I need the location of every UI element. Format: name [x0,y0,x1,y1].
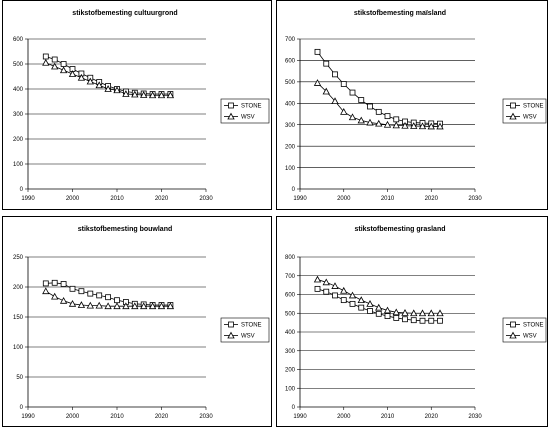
x-tick-label: 2020 [424,414,438,420]
data-point-stone [394,315,399,320]
data-point-stone [61,62,66,67]
y-tick-label: 0 [19,405,23,412]
legend-label-stone: STONE [523,103,544,110]
legend-marker-stone [229,103,234,108]
y-tick-label: 500 [12,62,23,69]
data-point-wsv [332,283,338,289]
data-point-stone [324,289,329,294]
y-tick-label: 300 [284,348,295,355]
data-point-wsv [376,305,382,311]
data-point-stone [43,281,48,286]
legend-label-stone: STONE [241,322,262,329]
x-tick-label: 2010 [380,196,395,202]
x-tick-label: 2000 [337,414,351,420]
x-tick-label: 1990 [293,414,307,420]
y-tick-label: 0 [19,187,23,194]
data-point-stone [70,286,75,291]
data-point-stone [315,286,320,291]
data-point-stone [350,301,355,306]
chart-title: stikstofbemesting bouwland [77,226,173,233]
data-point-wsv [385,307,391,313]
data-point-stone [359,305,364,310]
y-tick-label: 200 [284,144,295,151]
data-point-wsv [323,279,329,285]
chart-grasland [277,217,547,426]
y-tick-label: 400 [284,330,295,337]
legend-label-wsv: WSV [241,114,255,121]
data-point-stone [43,54,48,59]
legend-label-wsv: WSV [523,333,537,340]
y-tick-label: 200 [284,367,295,374]
data-point-stone [52,280,57,285]
x-tick-label: 1990 [293,196,307,202]
x-tick-label: 2010 [380,414,395,420]
x-tick-label: 2010 [110,196,124,202]
y-tick-label: 100 [284,386,295,393]
legend-label-wsv: WSV [241,333,255,340]
data-point-wsv [350,114,356,120]
data-point-wsv [52,294,58,300]
data-point-stone [385,114,390,119]
data-point-stone [61,282,66,287]
legend [503,318,546,342]
y-tick-label: 50 [16,375,23,382]
data-point-stone [420,318,425,323]
y-tick-label: 300 [284,122,295,129]
data-point-wsv [315,80,321,86]
legend-marker-stone [511,103,516,108]
y-tick-label: 0 [291,405,295,412]
data-point-stone [411,318,416,323]
y-tick-label: 800 [284,255,295,262]
data-point-stone [376,109,381,114]
y-tick-label: 100 [12,345,23,352]
data-point-stone [333,293,338,298]
data-point-wsv [61,298,67,304]
chart-panel-grasland [276,216,548,427]
legend [221,99,269,123]
data-point-stone [438,318,443,323]
data-point-stone [359,98,364,103]
x-tick-label: 2030 [468,414,482,420]
legend [503,99,546,123]
data-point-stone [368,104,373,109]
y-tick-label: 600 [12,37,23,44]
data-point-wsv [43,288,49,294]
data-point-wsv [52,64,58,70]
y-tick-label: 100 [284,165,295,172]
data-point-stone [350,90,355,95]
y-tick-label: 500 [284,80,295,87]
legend-marker-stone [511,322,516,327]
chart-title: stikstofbemesting grasland [354,226,446,233]
data-point-wsv [43,60,49,66]
data-point-stone [106,295,111,300]
data-point-stone [97,293,102,298]
y-tick-label: 250 [12,255,23,262]
chart-panel-bouwland [2,216,272,427]
chart-title: stikstofbemesting maïsland [353,10,447,17]
legend-label-wsv: WSV [523,114,537,121]
x-tick-label: 2000 [65,196,80,202]
data-point-stone [324,61,329,66]
y-tick-label: 500 [284,311,295,318]
chart-title: stikstofbemesting cultuurgrond [72,10,178,17]
data-point-stone [376,311,381,316]
x-tick-label: 2030 [199,196,213,202]
x-tick-label: 2020 [424,196,438,202]
data-point-stone [315,49,320,54]
x-tick-label: 2030 [468,196,482,202]
data-point-stone [341,298,346,303]
x-tick-label: 2020 [154,196,169,202]
data-point-stone [429,318,434,323]
data-point-stone [368,309,373,314]
y-tick-label: 0 [291,187,295,194]
y-tick-label: 300 [12,112,23,119]
data-point-wsv [358,117,364,123]
data-point-stone [403,317,408,322]
data-point-wsv [61,67,67,73]
data-point-stone [333,72,338,77]
y-tick-label: 200 [12,285,23,292]
chart-cultuurgrond [3,1,271,209]
y-tick-label: 400 [12,87,23,94]
legend-label-stone: STONE [523,322,544,329]
x-tick-label: 1990 [21,196,35,202]
y-tick-label: 600 [284,292,295,299]
y-tick-label: 700 [284,37,295,44]
legend [221,318,269,342]
data-point-stone [394,117,399,122]
data-point-stone [341,82,346,87]
data-point-wsv [367,301,373,307]
y-tick-label: 150 [12,315,23,322]
y-tick-label: 200 [12,137,23,144]
data-point-stone [88,291,93,296]
x-tick-label: 2000 [337,196,351,202]
data-point-wsv [358,297,364,303]
x-tick-label: 2010 [110,414,124,420]
chart-bouwland [3,217,271,426]
data-point-stone [385,314,390,319]
x-tick-label: 2000 [65,414,80,420]
data-point-wsv [70,301,76,307]
y-tick-label: 100 [12,162,23,169]
legend-marker-stone [229,322,234,327]
chart-panel-maisland [276,0,548,210]
chart-maisland [277,1,547,209]
data-point-wsv [341,288,347,294]
x-tick-label: 2020 [154,414,169,420]
data-point-stone [79,289,84,294]
x-tick-label: 1990 [21,414,35,420]
y-tick-label: 400 [284,101,295,108]
y-tick-label: 700 [284,273,295,280]
data-point-wsv [350,292,356,298]
y-tick-label: 600 [284,58,295,65]
x-tick-label: 2030 [199,414,213,420]
data-point-stone [52,57,57,62]
legend-label-stone: STONE [241,103,262,110]
series-stone [315,49,443,126]
data-point-stone [115,298,120,303]
data-point-wsv [315,277,321,283]
chart-panel-cultuurgrond [2,0,272,210]
